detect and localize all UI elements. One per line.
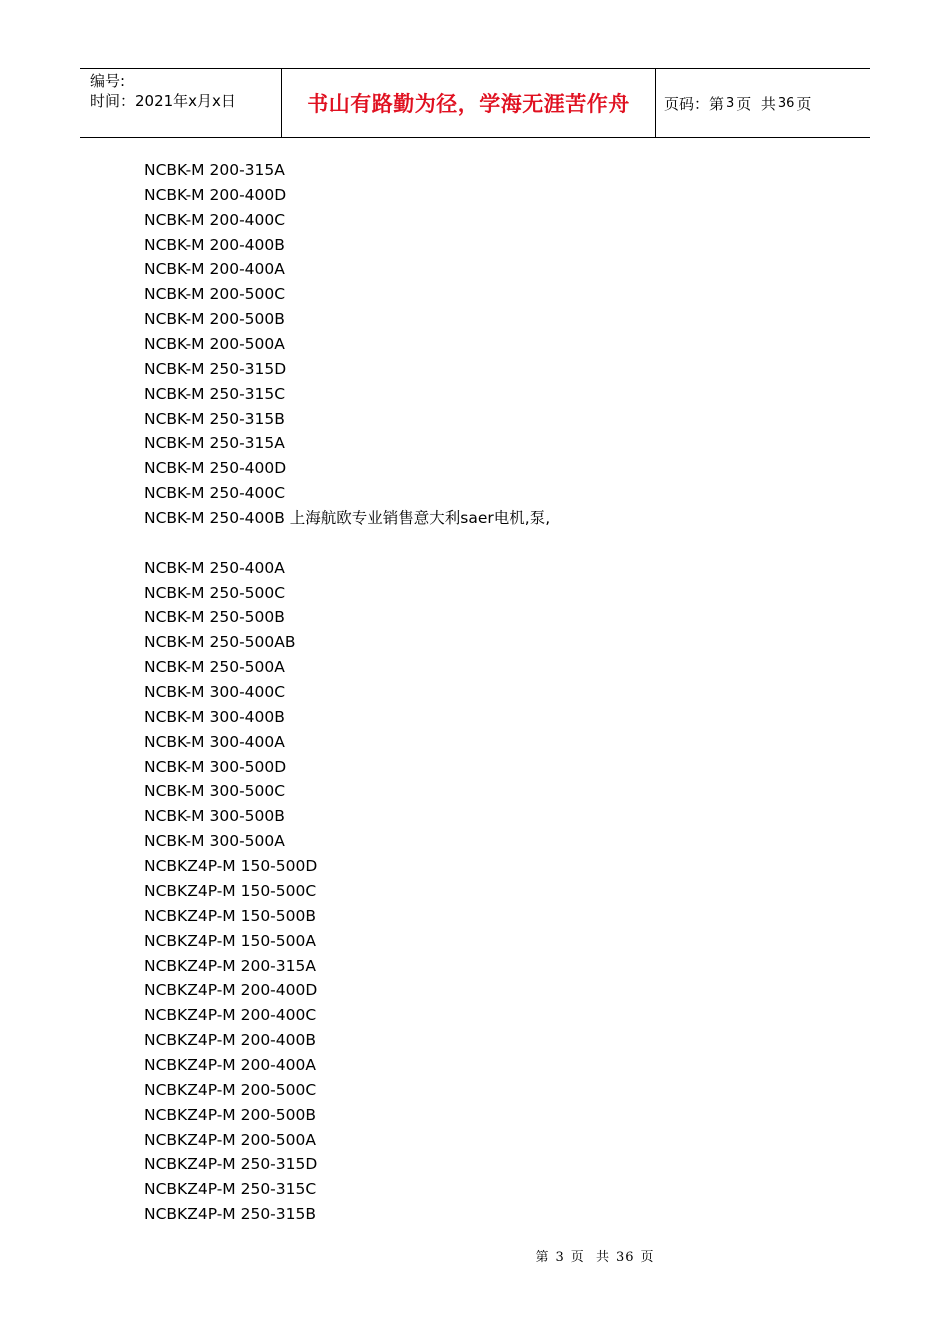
list-item: NCBKZ4P-M 250-315C <box>144 1180 317 1199</box>
footer-prefix: 第 <box>535 1250 550 1265</box>
list-item: NCBK-M 300-500D <box>144 757 287 776</box>
blank-line <box>144 531 550 556</box>
page-total: 36 <box>777 95 795 111</box>
list-item: NCBK-M 200-500C <box>144 285 286 304</box>
list-item: NCBK-M 300-500C <box>144 782 286 801</box>
list-item: NCBK-M 300-500B <box>144 807 285 826</box>
list-item: NCBK-M 300-400C <box>144 683 286 702</box>
footer-mid2: 共 <box>595 1250 610 1265</box>
list-item: NCBKZ4P-M 200-400B <box>144 1031 316 1050</box>
list-item: NCBKZ4P-M 150-500A <box>144 931 316 950</box>
list-item: NCBK-M 250-315C <box>144 384 286 403</box>
list-item: NCBK-M 250-500AB <box>144 633 296 652</box>
list-item: NCBKZ4P-M 250-315B <box>144 1205 316 1224</box>
list-item: NCBKZ4P-M 150-500D <box>144 857 318 876</box>
list-item: NCBK-M 300-400B <box>144 707 285 726</box>
list-item: NCBK-M 250-500B <box>144 608 285 627</box>
page-footer <box>0 1246 950 1265</box>
page-current: 3 <box>726 95 735 111</box>
page-mid: 页 共 <box>736 94 776 113</box>
list-item: NCBKZ4P-M 200-315A <box>144 956 316 975</box>
code-label: 编号: <box>90 72 126 90</box>
list-item: NCBK-M 200-400C <box>144 210 286 229</box>
list-item: NCBK-M 250-400C <box>144 484 286 503</box>
list-item: NCBKZ4P-M 250-315D <box>144 1155 318 1174</box>
list-item: NCBK-M 200-400D <box>144 185 287 204</box>
footer-total: 36 <box>615 1250 635 1265</box>
model-list <box>144 158 550 1227</box>
list-item: NCBKZ4P-M 200-400A <box>144 1055 316 1074</box>
page-suffix: 页 <box>796 94 812 113</box>
list-item: NCBK-M 250-400D <box>144 459 287 478</box>
list-item: NCBK-M 250-315D <box>144 359 287 378</box>
page-prefix: 页码：第 <box>664 94 725 113</box>
list-item: NCBK-M 200-400A <box>144 260 285 279</box>
list-item: NCBKZ4P-M 200-500C <box>144 1080 317 1099</box>
header-slogan: 书山有路勤为径，学海无涯苦作舟 <box>281 69 656 137</box>
header-page-info <box>664 69 870 137</box>
header-meta <box>90 69 280 139</box>
footer-mid1: 页 <box>570 1250 585 1265</box>
time-label: 时间：2021年x月x日 <box>90 92 236 110</box>
page-header <box>80 68 870 138</box>
list-item: NCBKZ4P-M 150-500C <box>144 881 317 900</box>
list-item: NCBK-M 250-400A <box>144 558 285 577</box>
list-item: NCBK-M 200-315A <box>144 161 285 179</box>
list-item: NCBK-M 200-500A <box>144 335 285 354</box>
footer-suffix: 页 <box>640 1250 655 1265</box>
list-item: NCBK-M 250-500C <box>144 583 286 602</box>
footer-current: 3 <box>555 1250 565 1265</box>
list-item: NCBK-M 200-400B <box>144 235 285 254</box>
list-item: NCBKZ4P-M 150-500B <box>144 906 316 925</box>
list-item: NCBK-M 300-400A <box>144 732 285 751</box>
list-item: NCBK-M 200-500B <box>144 310 285 329</box>
list-item: NCBK-M 250-315A <box>144 434 285 453</box>
list-item: NCBKZ4P-M 200-500A <box>144 1130 316 1149</box>
list-item: NCBK-M 250-400B 上海航欧专业销售意大利saer电机,泵, <box>144 509 551 528</box>
list-item: NCBK-M 300-500A <box>144 832 285 851</box>
list-item: NCBK-M 250-500A <box>144 658 285 677</box>
list-item: NCBKZ4P-M 200-400C <box>144 1006 317 1025</box>
list-item: NCBK-M 250-315B <box>144 409 285 428</box>
list-item: NCBKZ4P-M 200-500B <box>144 1105 316 1124</box>
list-item: NCBKZ4P-M 200-400D <box>144 981 318 1000</box>
